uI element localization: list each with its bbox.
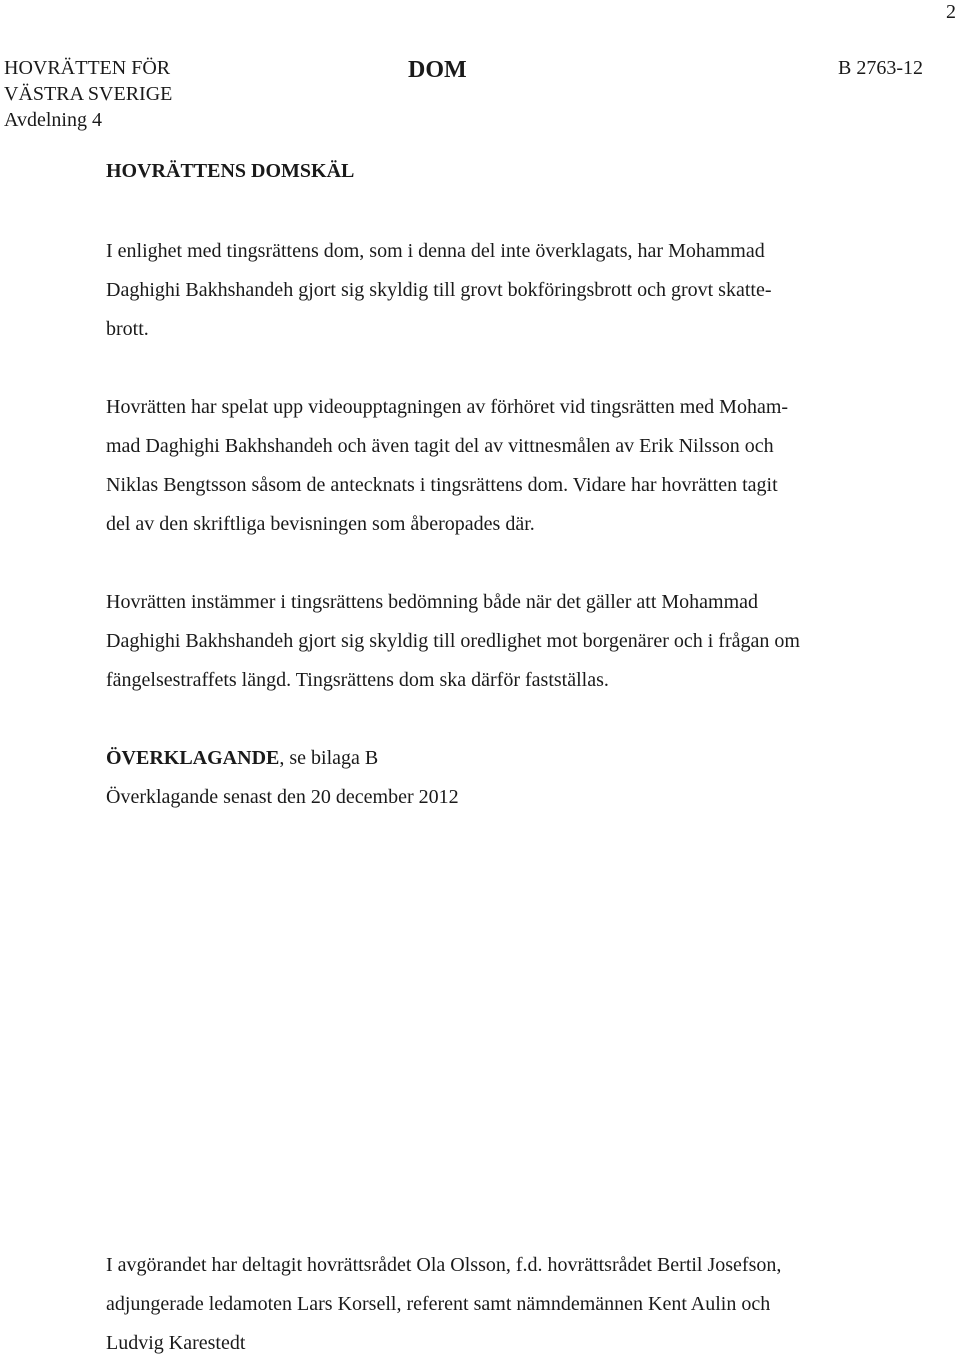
- paragraph-line: I avgörandet har deltagit hovrättsrådet Ola Olsson, f.d. hovrättsrådet Bertil Josefson,: [106, 1254, 782, 1276]
- paragraph-line: Daghighi Bakhshandeh gjort sig skyldig till grovt bokföringsbrott och grovt skatte-: [106, 279, 772, 301]
- case-number: B 2763-12: [838, 57, 923, 79]
- paragraph-line: fängelsestraffets längd. Tingsrättens dom ska därför fastställas.: [106, 669, 609, 691]
- division: Avdelning 4: [4, 109, 102, 131]
- court-name-line1: HOVRÄTTEN FÖR: [4, 57, 171, 79]
- page-number: 2: [946, 1, 956, 23]
- appeal-heading-line: [106, 739, 906, 778]
- paragraph-line: Hovrätten har spelat upp videoupptagningen av förhöret vid tingsrätten med Moham-: [106, 396, 789, 418]
- court-header: [4, 55, 172, 133]
- document-type: DOM: [408, 57, 467, 83]
- paragraph-line: mad Daghighi Bakhshandeh och även tagit del av vittnesmålen av Erik Nilsson och: [106, 435, 774, 457]
- paragraph-line: adjungerade ledamoten Lars Korsell, referent samt nämndemännen Kent Aulin och: [106, 1293, 771, 1315]
- appeal-section: [106, 739, 906, 817]
- paragraph-line: I enlighet med tingsrättens dom, som i denna del inte överklagats, har Mohammad: [106, 240, 765, 262]
- paragraph-2: [106, 388, 906, 544]
- appeal-reference: , se bilaga B: [279, 747, 379, 769]
- court-name-line2: VÄSTRA SVERIGE: [4, 83, 173, 105]
- paragraph-line: Ludvig Karestedt: [106, 1332, 246, 1354]
- paragraph-line: brott.: [106, 318, 149, 340]
- paragraph-line: del av den skriftliga bevisningen som åberopades där.: [106, 513, 535, 535]
- paragraph-line: Daghighi Bakhshandeh gjort sig skyldig till oredlighet mot borgenärer och i frågan om: [106, 630, 800, 652]
- section-heading: HOVRÄTTENS DOMSKÄL: [106, 160, 355, 182]
- judges-paragraph: [106, 1246, 906, 1363]
- appeal-deadline: Överklagande senast den 20 december 2012: [106, 786, 459, 808]
- paragraph-3: [106, 583, 906, 700]
- appeal-heading: ÖVERKLAGANDE: [106, 747, 280, 769]
- paragraph-line: Hovrätten instämmer i tingsrättens bedömning både när det gäller att Mohammad: [106, 591, 759, 613]
- paragraph-1: [106, 232, 906, 349]
- paragraph-line: Niklas Bengtsson såsom de antecknats i tingsrättens dom. Vidare har hovrätten tagit: [106, 474, 778, 496]
